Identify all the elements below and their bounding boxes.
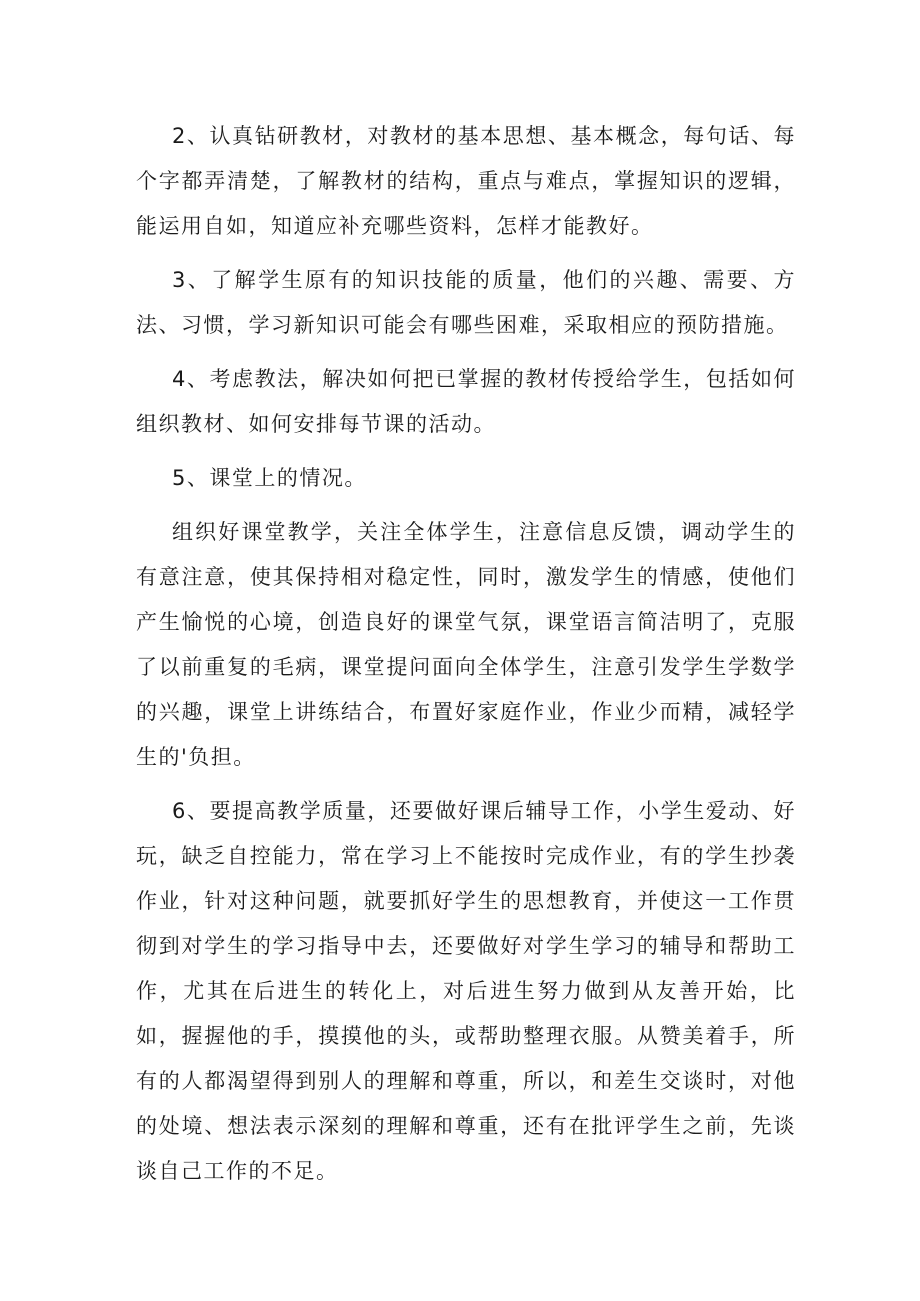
document-body — [136, 114, 796, 1203]
paragraph-item-4: 4、考虑教法，解决如何把已掌握的教材传授给学生，包括如何组织教材、如何安排每节课的活动。 — [136, 367, 796, 436]
paragraph-classroom: 组织好课堂教学，关注全体学生，注意信息反馈，调动学生的有意注意，使其保持相对稳定性，同时，激发学生的情感，使他们产生愉悦的心境，创造良好的课堂气氛，课堂语言简洁明了，克服了以前重复的毛病，课堂提问面向全体学生，注意引发学生学数学的兴趣，课堂上讲练结合，布置好家庭作业，作业少而精，减轻学生的'负担。 — [136, 520, 796, 769]
paragraph-item-6: 6、要提高教学质量，还要做好课后辅导工作，小学生爱动、好玩，缺乏自控能力，常在学习上不能按时完成作业，有的学生抄袭作业，针对这种问题，就要抓好学生的思想教育，并使这一工作贯彻到对学生的学习指导中去，还要做好对学生学习的辅导和帮助工作，尤其在后进生的转化上，对后进生努力做到从友善开始，比如，握握他的手，摸摸他的头，或帮助整理衣服。从赞美着手，所有的人都渴望得到别人的理解和尊重，所以，和差生交谈时，对他的处境、想法表示深刻的理解和尊重，还有在批评学生之前，先谈谈自己工作的不足。 — [136, 799, 796, 1183]
paragraph-item-3: 3、了解学生原有的知识技能的质量，他们的兴趣、需要、方法、习惯，学习新知识可能会有哪些困难，采取相应的预防措施。 — [136, 268, 796, 337]
paragraph-item-2: 2、认真钻研教材，对教材的基本思想、基本概念，每句话、每个字都弄清楚，了解教材的结构，重点与难点，掌握知识的逻辑，能运用自如，知道应补充哪些资料，怎样才能教好。 — [136, 124, 796, 238]
paragraph-item-5: 5、课堂上的情况。 — [172, 466, 367, 490]
